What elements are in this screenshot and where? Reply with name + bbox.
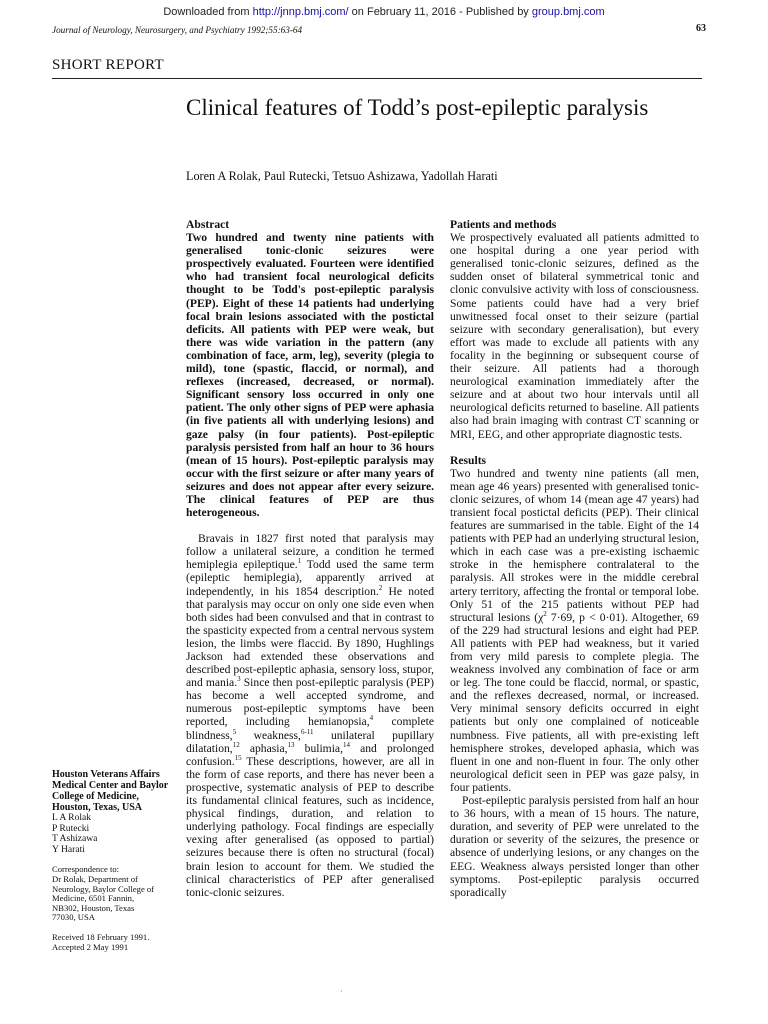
journal-citation: Journal of Neurology, Neurosurgery, and Psychiatry 1992;55:63-64 [52, 25, 303, 35]
results-paragraph-2: Post-epileptic paralysis persisted from half an hour to 36 hours, with a mean of 15 hours. The nature, duration, and severity of PEP were unrelated to the duration or severity of the seizures, the presence or absence of underlying lesions, or any changes on the EEG. Weakness always persisted longer than other symptoms. Post-epileptic paralysis occurred sporadically [450, 794, 699, 899]
affiliation: Houston Veterans Affairs Medical Center and Baylor College of Medicine, Houston, Texas, USA [52, 769, 169, 813]
methods-heading: Patients and methods [450, 218, 557, 231]
intro-paragraph: Bravais in 1827 first noted that paralysis may follow a unilateral seizure, a condition he termed hemiplegia epileptique.$^1$ Todd used the same term (epileptic hemiplegia), apparently arrived at independently, in his 1854 description.$^2$ He noted that paralysis may occur on only one side even when both sides had been convulsed and that in contrast to the spasticity expected from a central nervous system lesion, the limbs were flaccid. By 1890, Hughlings Jackson had extended these observations and described post-epileptic aphasia, sensory loss, stupor, and mania.$^3$ Since then post-epileptic paralysis (PEP) has become a well accepted syndrome, and numerous post-epileptic symptoms have been reported, including hemianopsia,$^4$ complete blindness,$^5$ weakness,$^{6-11}$ unilateral pupillary dilatation,$^{12}$ aphasia,$^{13}$ bulimia,$^{14}$ and prolonged confusion.$^{15}$ These descriptions, however, are all in the form of case reports, and there has never been a prospective, systematic analysis of PEP to describe its fundamental clinical features, such as incidence, physical findings, duration, and relation to underlying pathology. Focal findings are especially vexing after generalised (as opposed to partial) seizures because there is often no structural (focal) brain lesion to account for them. We studied the clinical characteristics of PEP after generalised tonic-clonic seizures. [186, 532, 435, 899]
abstract-text: Two hundred and twenty nine patients with generalised tonic-clonic seizures were prospectively evaluated. Fourteen were identified who had transient focal neurological deficits thought to be Todd's post-epileptic paralysis (PEP). Eight of these 14 patients had underlying focal brain lesions associated with the postictal deficits. All patients with PEP were weak, but there was wide variation in the pattern (any combination of face, arm, leg), severity (plegia to mild), tone (spastic, flaccid, or normal), and reflexes (increased, decreased, or normal). Significant sensory loss occurred in only one patient. The only other signs of PEP were aphasia (in five patients all with underlying lesions) and gaze palsy (in four patients). Post-epileptic paralysis persisted from half an hour to 36 hours (mean of 15 hours). Post-epileptic paralysis may occur with the first seizure or after many years of seizures and does not appear after every seizure. The clinical features of PEP are thus heterogeneous. [186, 231, 434, 520]
header-divider [52, 78, 702, 79]
results-paragraph-1: Two hundred and twenty nine patients (all men, mean age 46 years) presented with generalised tonic-clonic seizures, of whom 14 (mean age 47 years) had transient focal postictal deficits (PEP). Their clinical features are summarised in the table. Eight of the 14 patients with PEP had an underlying structural lesion, which in each case was a pre-existing ischaemic stroke in the hemisphere contralateral to the paralysis. All strokes were in the middle cerebral artery territory, affecting the frontal or temporal lobe. Only 51 of the 215 patients without PEP had structural lesions ($\chi^2$ 7·69, p < 0·01). Altogether, 69 of the 229 had structural lesions and eight had PEP. All patients with PEP had weakness, but it varied from very mild paresis to complete plegia. The weakness involved any combination of face or arm or leg. The tone could be flaccid, normal, or spastic, and the reflexes decreased, normal, or increased. Very minimal sensory deficits occurred in eight patients but only one complained of noticeable numbness. Five patients, all with pre-existing left hemisphere strokes, developed aphasia, which was fluent in one and non-fluent in four. The only other neurological deficit seen in PEP was gaze palsy, in four patients. [450, 466, 700, 794]
abstract-heading: Abstract [186, 218, 230, 231]
correspondence: Correspondence to: Dr Rolak, Department of Neurology, Baylor College of Medicine, 6501 Fannin, NB302, Houston, Texas 77030, USA [52, 864, 155, 923]
received-dates: Received 18 February 1991. Accepted 2 May 1991 [52, 931, 150, 952]
author-initials: L A Rolak P Rutecki T Ashizawa Y Harati [52, 812, 98, 855]
sidebar-notes [52, 769, 180, 952]
methods-text: We prospectively evaluated all patients admitted to one hospital during a one year period with generalised tonic-clonic seizures, defined as the sudden onset of bilateral symmetrical tonic and clonic convulsive activity with loss of consciousness. Some patients could have had a very brief unwitnessed focal onset to their seizure (partial seizure with secondary generalisation), but every effort was made to exclude all patients with any focality in the beginning or subsequent course of their seizure. All patients had a thorough neurological examination immediately after the seizure and at about two hour intervals until all neurological deficits returned to baseline. All patients also had brain imaging with contrast CT scanning or MRI, EEG, and other appropriate diagnostic tests. [450, 231, 699, 441]
left-column [186, 218, 434, 899]
article-title: Clinical features of Todd’s post-epileptic paralysis [186, 95, 649, 120]
author-list: Loren A Rolak, Paul Rutecki, Tetsuo Ashizawa, Yadollah Harati [186, 169, 498, 183]
group-bmj-link[interactable]: group.bmj.com [531, 6, 605, 18]
section-label: SHORT REPORT [52, 57, 164, 73]
download-banner [0, 6, 768, 18]
download-prefix: Downloaded from [163, 6, 253, 18]
scan-mark: · [340, 987, 343, 996]
page-number: 63 [696, 23, 706, 34]
right-column [450, 218, 699, 899]
results-heading: Results [450, 453, 487, 467]
jnnp-link[interactable]: http://jnnp.bmj.com/ [252, 6, 349, 18]
download-middle: on February 11, 2016 - Published by [348, 6, 532, 18]
